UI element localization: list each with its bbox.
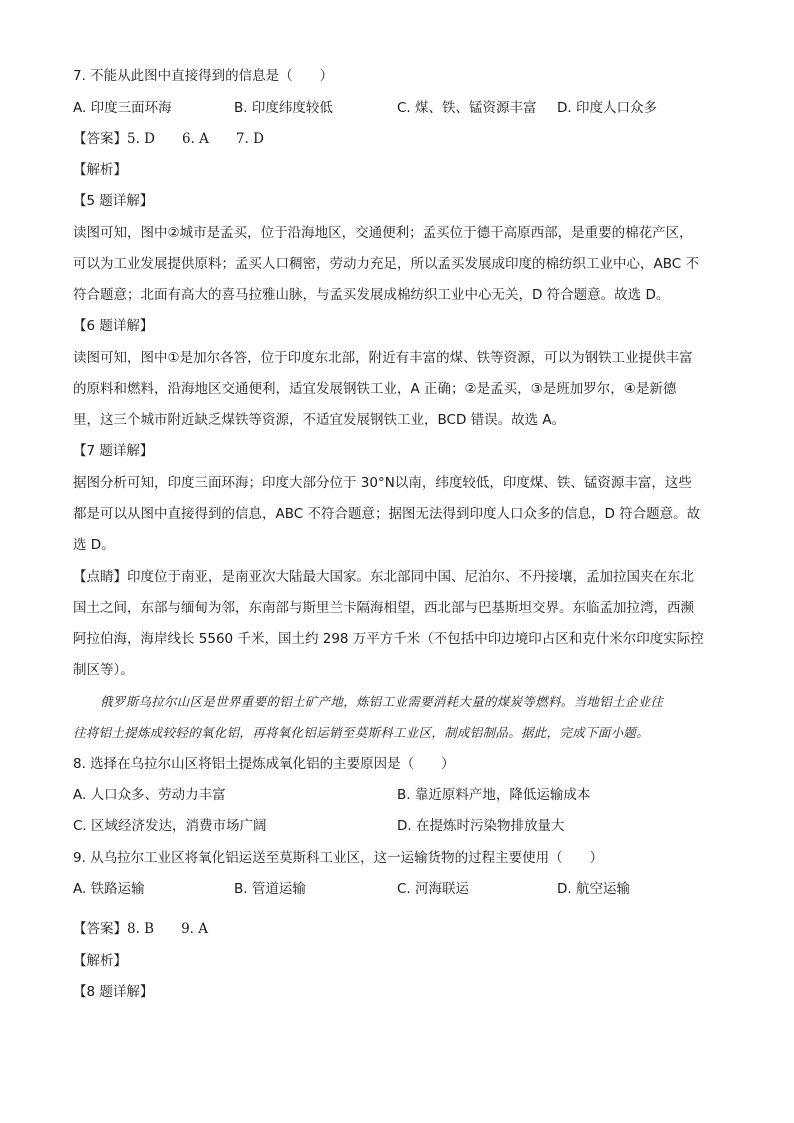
q9-stem: 9. 从乌拉尔工业区将氧化铝运送至莫斯科工业区，这一运输货物的过程主要使用（ ） [73, 850, 604, 866]
q8-option-d: D. 在提炼时污染物排放量大 [397, 818, 565, 834]
q9-option-b: B. 管道运输 [234, 881, 306, 897]
q7-line: 选 D。 [73, 537, 115, 553]
q7-stem: 7. 不能从此图中直接得到的信息是（ ） [73, 68, 334, 84]
point-line: 制区等）。 [73, 662, 134, 678]
point-line: 【点睛】印度位于南亚，是南亚次大陆最大国家。东北部同中国、尼泊尔、不丹接壤，孟加拉国夹在东北 [73, 569, 694, 585]
q6-line: 里，这三个城市附近缺乏煤铁等资源，不适宜发展钢铁工业，BCD 错误。故选 A。 [73, 412, 566, 428]
answer-text-1: 5. D 6. A 7. D [127, 131, 264, 147]
answer-label-1: 【答案】 [73, 131, 127, 147]
q8-option-c: C. 区域经济发达，消费市场广阔 [73, 818, 267, 834]
q8-options-row1 [73, 785, 733, 805]
analysis-label-2: 【解析】 [73, 953, 127, 969]
q7-option-c: C. 煤、铁、锰资源丰富 [397, 100, 537, 116]
q5-line: 读图可知，图中②城市是孟买，位于沿海地区，交通便利；孟买位于德干高原西部，是重要的棉花产区， [73, 225, 693, 241]
q9-option-a: A. 铁路运输 [73, 881, 145, 897]
q7-line: 据图分析可知，印度三面环海；印度大部分位于 30°N以南，纬度较低，印度煤、铁、锰资源丰富，这些 [73, 475, 692, 491]
q8-stem: 8. 选择在乌拉尔山区将铝土提炼成氧化铝的主要原因是（ ） [73, 756, 455, 772]
q6-line: 的原料和燃料，沿海地区交通便利，适宜发展钢铁工业，A 正确；②是孟买，③是班加罗尔，④是新德 [73, 381, 677, 397]
q8-option-a: A. 人口众多、劳动力丰富 [73, 787, 226, 803]
answer-label-2: 【答案】 [73, 921, 127, 937]
answer-block-2 [73, 919, 208, 939]
q7-option-d: D. 印度人口众多 [557, 100, 657, 116]
q9-option-c: C. 河海联运 [397, 881, 470, 897]
q5-line: 符合题意；北面有高大的喜马拉雅山脉，与孟买发展成棉纺织工业中心无关，D 符合题意。故选 D。 [73, 287, 670, 303]
q8-options-row2 [73, 816, 733, 836]
answer-text-2: 8. B 9. A [127, 921, 209, 937]
q7-option-b: B. 印度纬度较低 [234, 100, 333, 116]
passage-line: 俄罗斯乌拉尔山区是世界重要的铝土矿产地，炼铝工业需要消耗大量的煤炭等燃料。当地铝土企业往 [100, 694, 664, 709]
q9-option-d: D. 航空运输 [557, 881, 630, 897]
analysis-label-1: 【解析】 [73, 162, 127, 178]
q6-heading: 【6 题详解】 [73, 318, 154, 334]
q5-line: 可以为工业发展提供原料；孟买人口稠密，劳动力充足，所以孟买发展成印度的棉纺织工业中心，ABC 不 [73, 256, 699, 272]
q8-option-b: B. 靠近原料产地，降低运输成本 [397, 787, 591, 803]
passage-line: 往将铝土提炼成较轻的氧化铝，再将氧化铝运销至莫斯科工业区，制成铝制品。据此，完成下面小题。 [73, 725, 650, 740]
q9-options [73, 879, 733, 899]
q7-option-a: A. 印度三面环海 [73, 100, 172, 116]
q8-heading: 【8 题详解】 [73, 984, 154, 1000]
point-line: 国土之间，东部与缅甸为邻，东南部与斯里兰卡隔海相望，西北部与巴基斯坦交界。东临孟加拉湾，西濒 [73, 600, 694, 616]
point-line: 阿拉伯海，海岸线长 5560 千米，国土约 298 万平方千米（不包括中印边境印占区和克什米尔印度实际控 [73, 631, 704, 647]
q7-line: 都是可以从图中直接得到的信息，ABC 不符合题意；据图无法得到印度人口众多的信息，D 符合题意。故 [73, 506, 701, 522]
q7-options [73, 98, 733, 118]
answer-block-1 [73, 129, 264, 149]
q7-heading: 【7 题详解】 [73, 443, 154, 459]
q5-heading: 【5 题详解】 [73, 193, 154, 209]
q6-line: 读图可知，图中①是加尔各答，位于印度东北部，附近有丰富的煤、铁等资源，可以为钢铁工业提供丰富 [73, 350, 693, 366]
